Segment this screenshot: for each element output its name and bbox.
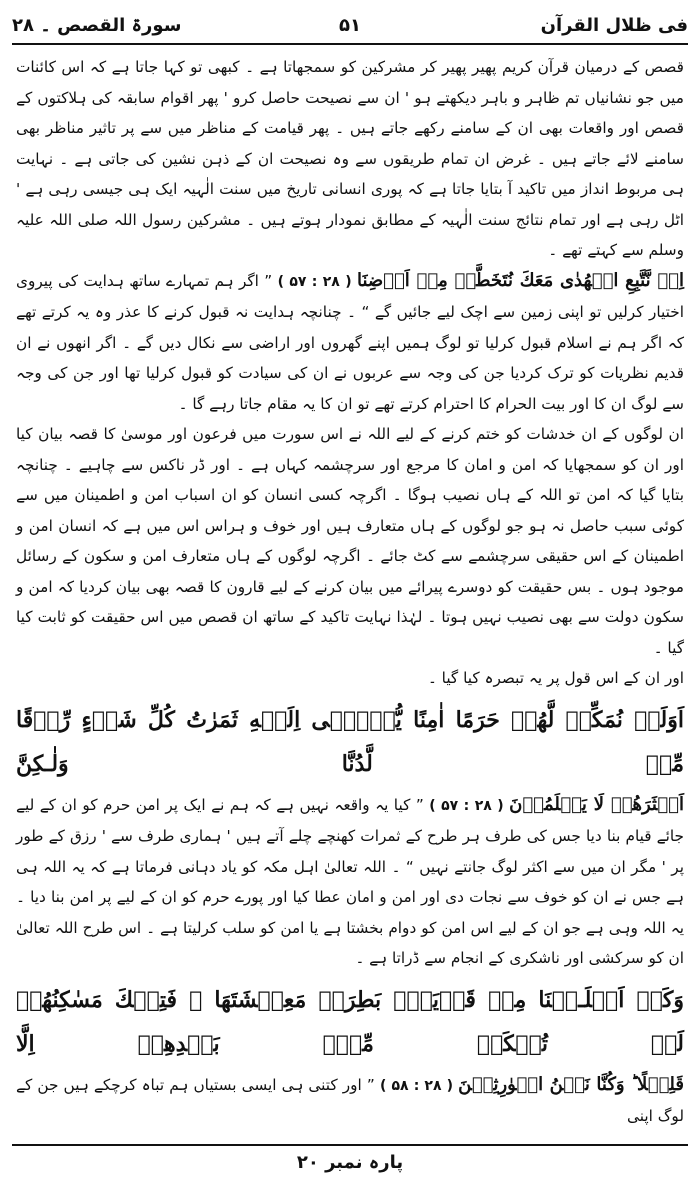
quran-verse-3-end: قَلِيۡلًا‌ ؕ وَكُنَّا نَحۡنُ الۡوٰرِثِيۡنَ	[458, 1073, 684, 1095]
paragraph-1: قصص کے درمیان قرآن کریم پھیر پھیر کر مشرکین کو سمجھاتا ہے ۔ کبھی تو کہا جاتا ہے کہ اس کائنات میں جو نشانیاں تم ظاہر و باہر دیکھتے ہو ' ان سے نصیحت حاصل کرو ' پھر اقوام سابقہ کی ہلاکتوں کے قصص اور واقعات بھی ان کے سامنے رکھے جاتے ہیں ۔ پھر قیامت کے مناظر میں سے پر تاثیر مناظر بھی سامنے لائے جاتے ہیں ۔ غرض ان تمام طریقوں سے وہ نصیحت ان کے ذہن نشین کی جاتی ہے ۔ نہایت ہی مربوط انداز میں تاکید آ بتایا جاتا ہے کہ پوری انسانی تاریخ میں سنت الٰہیہ ایک ہی جیسی رہی ہے ' اٹل رہی ہے اور تمام نتائج سنت الٰہیہ کے مطابق نمودار ہوتے ہیں ۔ مشرکین رسول اللہ صلی اللہ علیہ وسلم سے کہتے تھے ۔	[16, 58, 684, 259]
quran-verse-1: اِنۡ نَّتَّبِعِ الۡهُدٰى مَعَكَ نُتَخَطَّفۡ مِنۡ اَرۡضِنَا	[356, 269, 684, 291]
quran-verse-2-end: اَكۡثَرَهُمۡ لَا يَعۡلَمُوۡنَ	[509, 793, 684, 815]
quran-verse-2: اَوَلَمۡ نُمَكِّنۡ لَّهُمۡ حَرَمًا اٰمِنًا يُّجۡبٰۤى اِلَيۡهِ ثَمَرٰتُ كُلِّ شَىۡءٍ رِّزۡقًا مِّنۡ لَّدُنَّا وَلٰـكِنَّ	[16, 706, 684, 777]
paragraph-5	[16, 790, 684, 974]
paragraph-6-text: ” اور کتنی ہی ایسی بستیاں ہم تباہ کرچکے ہیں جن کے لوگ اپنی	[16, 1075, 684, 1125]
paragraph-5-text: ” کیا یہ واقعہ نہیں ہے کہ ہم نے ایک پر امن حرم کو ان کے لیے جائے قیام بنا دیا جس کی طرف ہر طرح کے ثمرات کھنچے چلے آتے ہیں ' ہماری طرف سے ' رزق کے طور پر ' مگر ان میں سے اکثر لوگ جانتے نہیں “ ۔ اللہ تعالیٰ اہل مکہ کو یاد دہانی فرماتا ہے کہ یہ اللہ ہی ہے جس نے ان کو خوف سے نجات دی اور امن و امان عطا کیا اور پورے حرم کو ان کے لیے پر امن بنا دیا ۔ یہ اللہ وہی ہے جو ان کے لیے اس امن کو دوام بخشتا ہے یا امن کو سلب کرلیتا ہے ۔ اس طرح اللہ تعالیٰ ان کو سرکشی اور ناشکری کے انجام سے ڈراتا ہے ۔	[16, 795, 684, 967]
quran-verse-3: وَكَمۡ اَهۡلَـكۡنَا مِنۡ قَرۡيَةٍۢ بَطِرَتۡ مَعِيۡشَتَهَا‌ ۚ فَتِلۡكَ مَسٰكِنُهُمۡ لَمۡ تُسۡكَنۡ مِّنۡۢ بَعۡدِهِمۡ اِلَّا	[16, 986, 684, 1057]
page-body	[16, 52, 684, 1132]
book-title: فی ظلال القرآن	[540, 14, 688, 36]
header-rule	[12, 43, 688, 45]
page-number: ۵۱	[339, 14, 361, 36]
paragraph-2-text: ” اگر ہم تمہارے ساتھ ہدایت کی پیروی اختیار کرلیں تو اپنی زمین سے اچک لیے جائیں گے “ ۔ چنانچہ ہدایت نہ قبول کرنے کا عذر وہ یہ کرتے تھے کہ اگر ہم نے اسلام قبول کرلیا تو لوگ ہمیں اپنے گھروں اور اراضی سے نکال دیں گے ۔ اگر انھوں نے ان قدیم نظریات کو ترک کردیا جن کی وجہ سے عربوں نے ان کی سیادت کو قبول کرلیا تھا اور جن کی وجہ سے لوگ ان کا اور بیت الحرام کا احترام کرتے تھے تو ان کا یہ مقام جاتا رہے گا ۔	[16, 271, 684, 413]
paragraph-2	[16, 266, 684, 420]
page-header	[12, 8, 688, 42]
footer-rule	[12, 1144, 688, 1146]
paragraph-6	[16, 1070, 684, 1132]
para-label: پارہ نمبر ۲۰	[296, 1152, 404, 1173]
surah-name: سورۃ القصص ۔ ۲۸	[12, 14, 182, 36]
paragraph-3: ان لوگوں کے ان خدشات کو ختم کرنے کے لیے اللہ نے اس سورت میں فرعون اور موسیٰ کا قصہ بیان کیا اور ان کو سمجھایا کہ امن و امان کا مرجع اور سرچشمہ کہاں ہے ۔ اور ڈر ناکس سے چاہیے ۔ چنانچہ بتایا گیا کہ امن تو اللہ کے ہاں نصیب ہوگا ۔ اگرچہ کسی انسان کو ان اسباب امن و اطمینان میں سے کوئی سبب حاصل نہ ہو جو لوگوں کے ہاں متعارف ہیں اور خوف و ہراس اس میں ہے کہ انسان امن و اطمینان کے اس حقیقی سرچشمے سے کٹ جائے ۔ اگرچہ لوگوں کے ہاں متعارف امن و سکون کے رسائل موجود ہوں ۔ بس حقیقت کو دوسرے پیرائے میں بیان کرنے کے لیے قارون کا قصہ بھی بیان کردیا کہ امن و سکون دولت سے بھی نصیب نہیں ہوتا ۔ لہٰذا نہایت تاکید کے ساتھ ان قصص میں اس حقیقت کو ثابت کیا گیا ۔	[16, 425, 684, 657]
verse-ref-2: ( ۲۸ : ۵۷ )	[429, 797, 504, 814]
verse-ref-3: ( ۲۸ : ۵۸ )	[379, 1077, 454, 1094]
paragraph-4: اور ان کے اس قول پر یہ تبصرہ کیا گیا ۔	[427, 669, 684, 687]
verse-ref-1: ( ۲۸ : ۵۷ )	[277, 273, 352, 290]
